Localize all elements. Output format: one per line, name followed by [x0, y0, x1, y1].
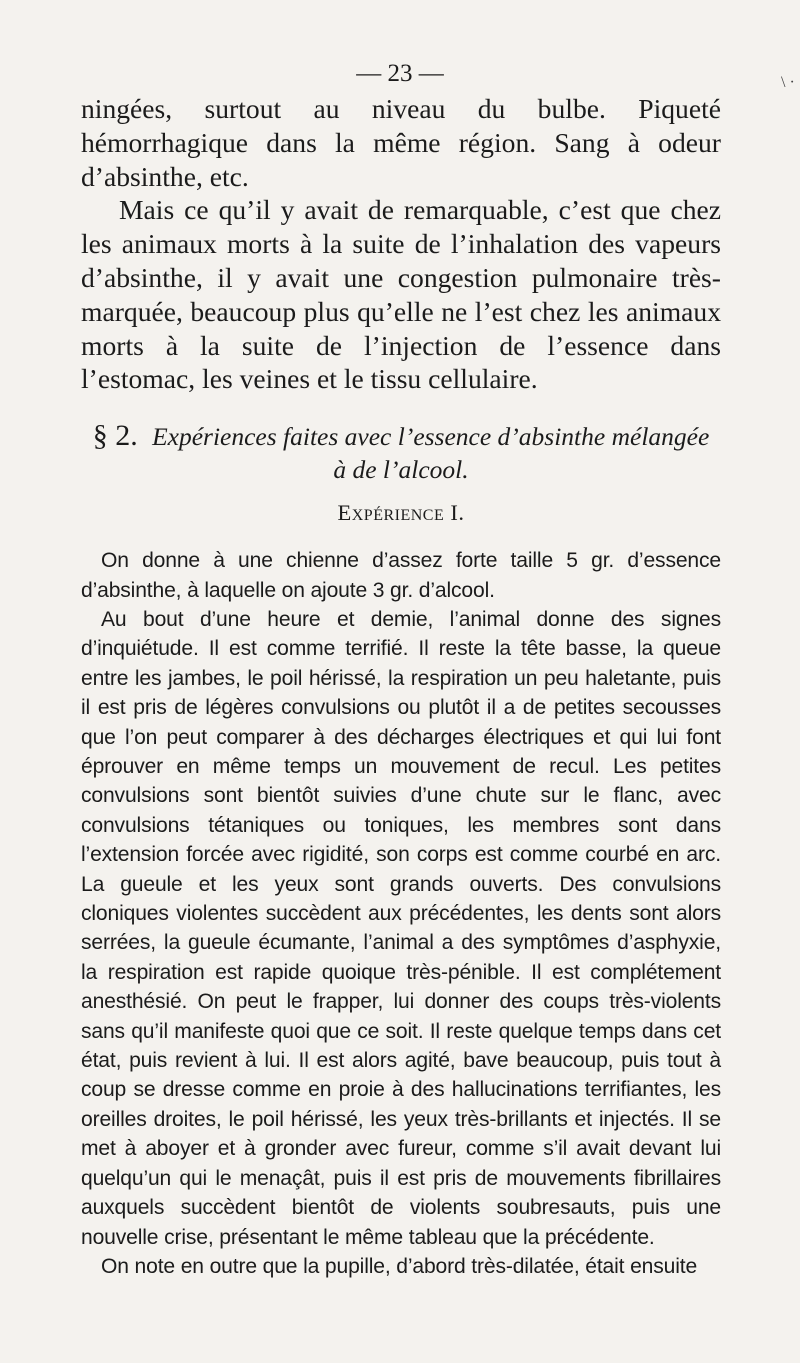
- section-title-line2: à de l’alcool.: [333, 455, 469, 485]
- experience-paragraph-dose: On donne à une chienne d’assez forte taille 5 gr. d’essence d’absinthe, à laquelle on ajoute 3 gr. d’alcool.: [81, 549, 721, 602]
- section-sign: § 2.: [92, 419, 138, 453]
- page-body: [81, 92, 721, 1281]
- experience-heading: Expérience I.: [337, 500, 465, 526]
- paragraph-congestion: Mais ce qu’il y avait de remarquable, c’est que chez les animaux morts à la suite de l’inhalation des vapeurs d’absinthe, il y avait une congestion pulmonaire très-marquée, beaucoup plus qu’elle ne l’est chez les animaux morts à la suite de l’injection de l’essence dans l’estomac, les veines et le tissu cellulaire.: [81, 194, 721, 395]
- margin-mark: \ ·: [781, 74, 795, 91]
- page-number: — 23 —: [356, 60, 444, 87]
- section-heading: [81, 419, 721, 486]
- experience-paragraph-observation: Au bout d’une heure et demie, l’animal donne des signes d’inquiétude. Il est comme terrifié. Il reste la tête basse, la queue entre les jambes, le poil hérissé, la respiration un peu haletante, puis il est pris de légères convulsions ou plutôt il a de petites secousses que l’on peut comparer à des décharges électriques et qui lui font éprouver en même temps un mouvement de recul. Les petites convulsions sont bientôt suivies d’une chute sur le flanc, avec convulsions tétaniques ou toniques, les membres sont dans l’extension forcée avec rigidité, son corps est comme courbé en arc. La gueule et les yeux sont grands ouverts. Des convulsions cloniques violentes succèdent aux précédentes, les dents sont alors serrées, la gueule écumante, l’animal a des symptômes d’asphyxie, la respiration est rapide quoique très-pénible. Il est complétement anesthésié. On peut le frapper, lui donner des coups très-violents sans qu’il manifeste quoi que ce soit. Il reste quelque temps dans cet état, puis revient à lui. Il est alors agité, bave beaucoup, puis tout à coup se dresse comme en proie à des hallucinations terrifiantes, les oreilles droites, le poil hérissé, les yeux très-brillants et injectés. Il se met à aboyer et à gronder avec fureur, comme s’il avait devant lui quelqu’un qui le menaçât, puis il est pris de mouvements fibrillaires auxquels succèdent bientôt de violents soubresauts, puis une nouvelle crise, présentant le même tableau que la précédente.: [81, 607, 721, 1249]
- paragraph-continuation: ningées, surtout au niveau du bulbe. Piqueté hémorrhagique dans la même région. Sang à odeur d’absinthe, etc.: [81, 93, 721, 192]
- section-title-line1: Expériences faites avec l’essence d’absinthe mélangée: [152, 422, 710, 452]
- experience-paragraph-pupil: On note en outre que la pupille, d’abord très-dilatée, était ensuite: [101, 1254, 698, 1278]
